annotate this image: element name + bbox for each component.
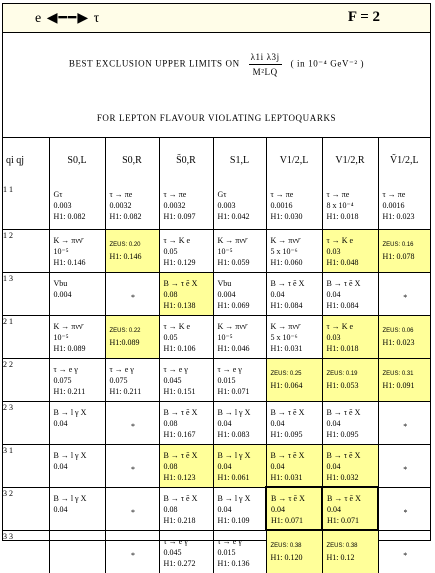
limit-cell bbox=[213, 184, 266, 229]
limit-cell bbox=[105, 487, 159, 530]
limit-cell bbox=[322, 315, 378, 358]
limit-cell bbox=[49, 487, 105, 530]
process-label: B → τ ē X bbox=[163, 278, 198, 288]
process-label: B → l γ X bbox=[53, 407, 87, 417]
no-limit-marker: * bbox=[403, 421, 408, 431]
process-label: τ → e γ bbox=[163, 536, 188, 546]
limit-value: 0.04 bbox=[217, 504, 232, 514]
limit-value: 0.0032 bbox=[163, 201, 186, 210]
limit-cell bbox=[266, 184, 322, 229]
limit-value: 5 x 10⁻⁶ bbox=[270, 246, 298, 256]
limit-cell bbox=[159, 315, 213, 358]
h1-limit: H1: 0.151 bbox=[163, 386, 196, 396]
process-label: τ → e γ bbox=[217, 536, 242, 546]
process-label: B → τ ē X bbox=[163, 493, 198, 503]
quark-index-cell: 1 2 bbox=[3, 229, 49, 272]
limit-cell bbox=[322, 229, 378, 272]
h1-limit: H1: 0.211 bbox=[109, 386, 142, 396]
limit-value: 0.04 bbox=[326, 289, 341, 299]
table-row bbox=[3, 229, 430, 272]
process-label: τ → K e bbox=[326, 321, 354, 331]
column-header: S0,L bbox=[49, 137, 105, 184]
h1-limit: H1: 0.042 bbox=[217, 212, 250, 221]
limit-value: 0.0016 bbox=[270, 201, 293, 210]
limit-cell bbox=[322, 444, 378, 487]
no-limit-marker: * bbox=[131, 292, 135, 302]
process-label: B → l γ X bbox=[217, 407, 251, 417]
fermion-number-label: F = 2 bbox=[347, 9, 380, 25]
limit-cell bbox=[49, 358, 105, 401]
h1-limit: H1: 0.078 bbox=[382, 251, 415, 261]
process-label: B → τ ē X bbox=[326, 278, 361, 288]
process-label: K → πνν̄ bbox=[270, 321, 300, 331]
h1-limit: H1: 0.059 bbox=[217, 257, 250, 267]
limit-value: 5 x 10⁻⁶ bbox=[270, 332, 298, 342]
h1-limit: H1: 0.095 bbox=[270, 429, 303, 439]
process-label: τ → K e bbox=[163, 235, 191, 245]
process-label: τ → πe bbox=[163, 190, 187, 199]
limit-value: 0.08 bbox=[163, 289, 178, 299]
limit-value: 0.0016 bbox=[382, 201, 405, 210]
limit-cell bbox=[322, 530, 378, 573]
h1-limit: H1: 0.018 bbox=[326, 212, 359, 221]
process-label: τ → e γ bbox=[53, 364, 78, 374]
h1-limit: H1: 0.061 bbox=[217, 472, 250, 482]
h1-limit: H1: 0.091 bbox=[382, 380, 415, 390]
h1-limit: H1: 0.084 bbox=[270, 300, 303, 310]
limit-cell bbox=[105, 272, 159, 315]
process-label: B → τ ē X bbox=[327, 494, 361, 503]
zeus-limit: ZEUS: 0.20 bbox=[109, 241, 141, 248]
limit-cell bbox=[213, 272, 266, 315]
h1-limit: H1: 0.032 bbox=[326, 472, 359, 482]
limit-cell bbox=[322, 487, 378, 530]
h1-limit: H1: 0.064 bbox=[270, 380, 303, 390]
limit-value: 0.08 bbox=[163, 418, 178, 428]
h1-limit: H1: 0.123 bbox=[163, 472, 196, 482]
quark-index-cell: 2 2 bbox=[3, 358, 49, 401]
no-limit-marker: * bbox=[403, 292, 408, 302]
limit-cell bbox=[213, 401, 266, 444]
limit-cell bbox=[266, 401, 322, 444]
h1-limit: H1: 0.218 bbox=[163, 515, 196, 525]
limit-cell bbox=[159, 530, 213, 573]
zeus-limit: ZEUS: 0.38 bbox=[270, 543, 302, 549]
h1-limit: H1: 0.069 bbox=[217, 300, 250, 310]
no-limit-marker: * bbox=[131, 464, 135, 474]
zeus-limit: ZEUS: 0.06 bbox=[382, 327, 414, 334]
process-label: Gτ bbox=[53, 190, 63, 199]
zeus-limit: ZEUS: 0.19 bbox=[326, 370, 358, 377]
process-label: B → l γ X bbox=[53, 493, 87, 503]
table-row bbox=[3, 444, 430, 487]
zeus-limit: ZEUS: 0.16 bbox=[382, 241, 414, 248]
process-label: Vbu bbox=[53, 278, 68, 288]
limit-cell bbox=[378, 358, 430, 401]
quark-index-cell: 3 3 bbox=[3, 530, 49, 573]
limit-cell bbox=[105, 358, 159, 401]
limit-value: 10⁻⁵ bbox=[53, 332, 69, 342]
table-row bbox=[3, 315, 430, 358]
limit-value: 0.08 bbox=[163, 461, 178, 471]
limit-cell bbox=[378, 401, 430, 444]
h1-limit: H1: 0.089 bbox=[53, 343, 86, 353]
process-label: B → τ ē X bbox=[270, 407, 305, 417]
zeus-limit: ZEUS: 0.22 bbox=[109, 327, 141, 334]
h1-limit: H1: 0.109 bbox=[217, 515, 250, 525]
limit-cell bbox=[105, 444, 159, 487]
limit-value: 0.04 bbox=[53, 504, 68, 514]
h1-limit: H1: 0.018 bbox=[326, 343, 359, 353]
h1-limit: H1: 0.023 bbox=[382, 337, 415, 347]
process-label: τ → e γ bbox=[163, 364, 188, 374]
table-row bbox=[3, 401, 430, 444]
limit-cell bbox=[49, 315, 105, 358]
h1-limit: H1: 0.031 bbox=[270, 343, 303, 353]
limit-value: 0.004 bbox=[217, 289, 236, 299]
limit-cell bbox=[159, 358, 213, 401]
h1-limit: H1: 0.082 bbox=[109, 212, 142, 221]
h1-limit: H1: 0.097 bbox=[163, 212, 196, 221]
process-label: B → τ ē X bbox=[163, 450, 198, 460]
limit-value: 10⁻⁵ bbox=[217, 332, 233, 342]
title-line-1 bbox=[3, 52, 430, 77]
no-limit-marker: * bbox=[131, 421, 135, 431]
limit-value: 0.04 bbox=[270, 289, 285, 299]
column-header: Ṽ1/2,L bbox=[378, 137, 430, 184]
limit-cell bbox=[322, 401, 378, 444]
process-label: B → l γ X bbox=[217, 493, 251, 503]
limit-value: 0.05 bbox=[163, 332, 178, 342]
title-line-2: FOR LEPTON FLAVOUR VIOLATING LEPTOQUARKS bbox=[96, 113, 337, 123]
no-limit-marker: * bbox=[403, 550, 408, 560]
column-header: S1,L bbox=[213, 137, 266, 184]
limit-cell bbox=[159, 401, 213, 444]
process-label: Vbu bbox=[217, 278, 232, 288]
process-label: τ → e γ bbox=[109, 364, 134, 374]
limit-cell bbox=[266, 358, 322, 401]
limit-cell bbox=[266, 315, 322, 358]
quark-index-cell: 1 1 bbox=[3, 184, 49, 229]
quark-index-cell: 3 2 bbox=[3, 487, 49, 530]
limit-cell bbox=[105, 184, 159, 229]
limit-cell bbox=[213, 530, 266, 573]
h1-limit: H1: 0.129 bbox=[163, 257, 196, 267]
limit-cell bbox=[213, 358, 266, 401]
h1-limit: H1: 0.12 bbox=[326, 553, 355, 562]
title-units: ( in 10⁻⁴ GeV⁻² ) bbox=[290, 58, 365, 69]
limit-cell bbox=[378, 272, 430, 315]
h1-limit: H1: 0.138 bbox=[163, 300, 196, 310]
limit-cell bbox=[105, 315, 159, 358]
h1-limit: H1: 0.046 bbox=[217, 343, 250, 353]
process-label: τ → K e bbox=[163, 321, 191, 331]
limit-cell bbox=[322, 358, 378, 401]
coupling-fraction bbox=[249, 52, 282, 77]
quark-index-cell: 2 1 bbox=[3, 315, 49, 358]
limit-cell bbox=[159, 444, 213, 487]
process-label: K → πνν̄ bbox=[53, 321, 83, 331]
process-label: τ → e γ bbox=[217, 364, 242, 374]
limit-value: 0.004 bbox=[53, 289, 72, 299]
no-limit-marker: * bbox=[131, 507, 135, 517]
process-label: B → τ ē X bbox=[271, 494, 305, 503]
title-prefix: BEST EXCLUSION UPPER LIMITS ON bbox=[68, 58, 240, 69]
h1-limit: H1: 0.136 bbox=[217, 558, 250, 568]
h1-limit: H1: 0.071 bbox=[327, 516, 359, 525]
limits-sheet bbox=[2, 3, 431, 568]
limit-cell bbox=[159, 487, 213, 530]
process-label: τ → K e bbox=[326, 235, 354, 245]
limit-value: 0.04 bbox=[217, 461, 232, 471]
h1-limit: H1: 0.146 bbox=[109, 251, 142, 261]
limit-cell bbox=[105, 530, 159, 573]
limit-cell bbox=[49, 401, 105, 444]
table-row bbox=[3, 272, 430, 315]
limit-value: 0.045 bbox=[163, 547, 182, 557]
limit-cell bbox=[105, 401, 159, 444]
no-limit-marker: * bbox=[403, 507, 408, 517]
limit-cell bbox=[378, 530, 430, 573]
limit-cell bbox=[322, 272, 378, 315]
process-label: τ → πe bbox=[382, 190, 406, 199]
limit-value: 0.015 bbox=[217, 547, 236, 557]
table-row bbox=[3, 487, 430, 530]
limit-cell bbox=[159, 229, 213, 272]
h1-limit: H1: 0.023 bbox=[382, 212, 415, 221]
h1-limit: H1: 0.071 bbox=[271, 516, 303, 525]
process-label: K → πνν̄ bbox=[53, 235, 83, 245]
fraction-numerator: λ1i λ3j bbox=[249, 52, 282, 65]
limit-value: 0.04 bbox=[53, 461, 68, 471]
limit-cell bbox=[49, 229, 105, 272]
table-row bbox=[3, 530, 430, 573]
h1-limit: H1: 0.106 bbox=[163, 343, 196, 353]
quark-index-cell: 3 1 bbox=[3, 444, 49, 487]
process-label: τ → πe bbox=[326, 190, 350, 199]
limit-cell bbox=[266, 487, 322, 530]
column-header: qi qj bbox=[3, 137, 49, 184]
process-label: B → τ ē X bbox=[326, 407, 361, 417]
limit-cell bbox=[49, 184, 105, 229]
limit-cell bbox=[266, 229, 322, 272]
limit-value: 0.04 bbox=[270, 418, 285, 428]
limit-value: 0.003 bbox=[217, 201, 236, 210]
limit-cell bbox=[378, 315, 430, 358]
h1-limit: H1:0.089 bbox=[109, 337, 140, 347]
quark-index-cell: 2 3 bbox=[3, 401, 49, 444]
process-label: τ → πe bbox=[109, 190, 133, 199]
no-limit-marker: * bbox=[403, 464, 408, 474]
limit-cell bbox=[49, 530, 105, 573]
limit-value: 0.04 bbox=[327, 505, 341, 514]
process-label: B → τ ē X bbox=[270, 450, 305, 460]
limits-table bbox=[3, 137, 430, 573]
limit-cell bbox=[266, 272, 322, 315]
h1-limit: H1: 0.083 bbox=[217, 429, 250, 439]
limit-value: 0.075 bbox=[53, 375, 72, 385]
limit-value: 0.045 bbox=[163, 375, 182, 385]
limit-cell bbox=[105, 229, 159, 272]
limit-cell bbox=[322, 184, 378, 229]
limit-value: 0.04 bbox=[326, 461, 341, 471]
process-label: B → l γ X bbox=[217, 450, 251, 460]
h1-limit: H1: 0.120 bbox=[270, 553, 303, 562]
limit-value: 0.0032 bbox=[109, 201, 132, 210]
limit-value: 0.08 bbox=[163, 504, 178, 514]
limit-cell bbox=[213, 315, 266, 358]
limit-cell bbox=[213, 229, 266, 272]
fraction-denominator: M²LQ bbox=[252, 67, 278, 77]
process-label: K → πνν̄ bbox=[217, 321, 247, 331]
process-label: B → τ ē X bbox=[270, 278, 305, 288]
zeus-limit: ZEUS: 0.31 bbox=[382, 370, 414, 377]
process-label: B → τ ē X bbox=[163, 407, 198, 417]
h1-limit: H1: 0.071 bbox=[217, 386, 250, 396]
limit-cell bbox=[378, 184, 430, 229]
column-header: V1/2,R bbox=[322, 137, 378, 184]
process-label: τ → πe bbox=[270, 190, 294, 199]
h1-limit: H1: 0.060 bbox=[270, 257, 303, 267]
process-label: e ◀━━▶ τ bbox=[35, 11, 101, 26]
h1-limit: H1: 0.082 bbox=[53, 212, 86, 221]
limit-value: 0.04 bbox=[326, 418, 341, 428]
table-row bbox=[3, 358, 430, 401]
limit-cell bbox=[49, 444, 105, 487]
title-box bbox=[3, 32, 430, 138]
limit-value: 10⁻⁵ bbox=[53, 246, 69, 256]
limit-value: 0.04 bbox=[271, 505, 285, 514]
table-row bbox=[3, 184, 430, 229]
limit-value: 0.03 bbox=[326, 246, 341, 256]
column-header-row bbox=[3, 137, 430, 184]
h1-limit: H1: 0.095 bbox=[326, 429, 359, 439]
limit-cell bbox=[378, 487, 430, 530]
limit-cell bbox=[378, 229, 430, 272]
limit-cell bbox=[159, 272, 213, 315]
process-label: Gτ bbox=[217, 190, 227, 199]
quark-index-cell: 1 3 bbox=[3, 272, 49, 315]
limit-value: 0.015 bbox=[217, 375, 236, 385]
limit-value: 0.05 bbox=[163, 246, 178, 256]
limit-value: 0.04 bbox=[270, 461, 285, 471]
process-label: B → l γ X bbox=[53, 450, 87, 460]
zeus-limit: ZEUS: 0.25 bbox=[270, 370, 302, 377]
column-header: V1/2,L bbox=[266, 137, 322, 184]
column-header: S0,R bbox=[105, 137, 159, 184]
process-label: K → πνν̄ bbox=[270, 235, 300, 245]
limit-cell bbox=[266, 530, 322, 573]
column-header: S̃0,R bbox=[159, 137, 213, 184]
h1-limit: H1: 0.084 bbox=[326, 300, 359, 310]
limit-cell bbox=[213, 487, 266, 530]
limit-value: 8 x 10⁻⁴ bbox=[326, 201, 354, 210]
process-label: B → τ ē X bbox=[326, 450, 361, 460]
no-limit-marker: * bbox=[131, 550, 135, 560]
h1-limit: H1: 0.053 bbox=[326, 380, 359, 390]
h1-limit: H1: 0.146 bbox=[53, 257, 86, 267]
limit-cell bbox=[378, 444, 430, 487]
limit-value: 0.075 bbox=[109, 375, 128, 385]
limit-value: 0.04 bbox=[217, 418, 232, 428]
h1-limit: H1: 0.272 bbox=[163, 558, 196, 568]
h1-limit: H1: 0.030 bbox=[270, 212, 303, 221]
limit-value: 0.03 bbox=[326, 332, 341, 342]
limit-value: 0.003 bbox=[53, 201, 72, 210]
limit-cell bbox=[49, 272, 105, 315]
limit-cell bbox=[266, 444, 322, 487]
limit-cell bbox=[159, 184, 213, 229]
limit-value: 10⁻⁵ bbox=[217, 246, 233, 256]
limit-value: 0.04 bbox=[53, 418, 68, 428]
h1-limit: H1: 0.048 bbox=[326, 257, 359, 267]
process-header bbox=[3, 4, 430, 33]
limit-cell bbox=[213, 444, 266, 487]
h1-limit: H1: 0.167 bbox=[163, 429, 196, 439]
h1-limit: H1: 0.211 bbox=[53, 386, 86, 396]
h1-limit: H1: 0.031 bbox=[270, 472, 303, 482]
zeus-limit: ZEUS: 0.38 bbox=[326, 543, 358, 549]
process-label: K → πνν̄ bbox=[217, 235, 247, 245]
